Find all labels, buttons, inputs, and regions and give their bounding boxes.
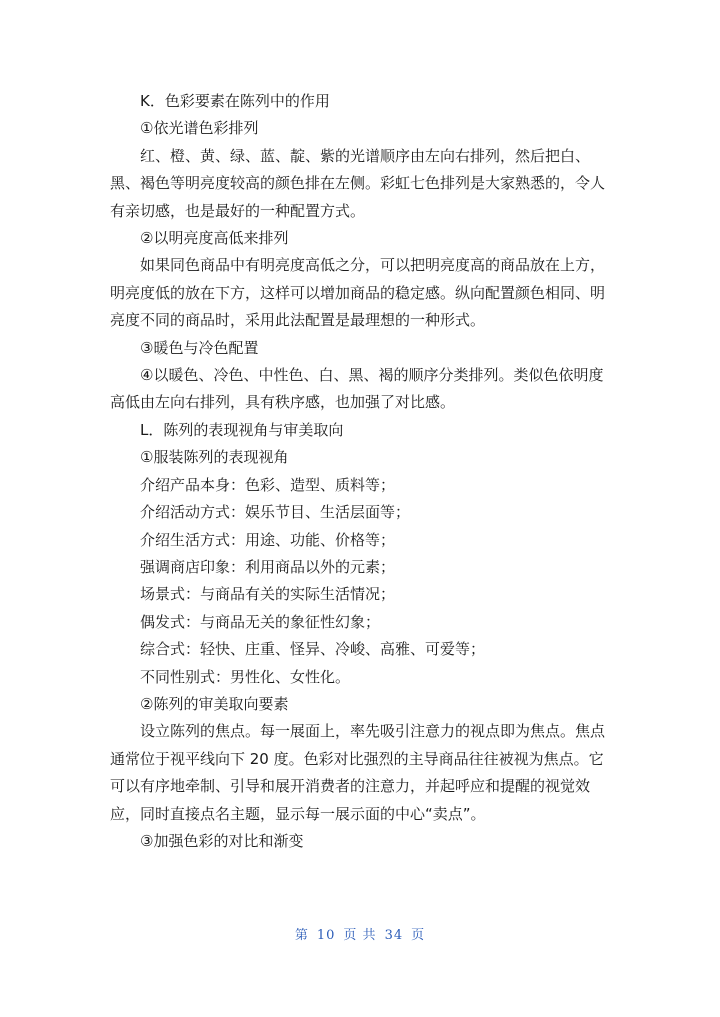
footer-prefix: 第	[294, 928, 309, 943]
paragraph-warm-cool: ④以暖色、冷色、中性色、白、黑、褐的顺序分类排列。类似色依明度高低由左向右排列，具有秩序感，也加强了对比感。	[110, 366, 604, 412]
list-item: 强调商店印象：利用商品以外的元素；	[140, 557, 396, 576]
footer-total-pages: 34	[384, 928, 404, 943]
list-item: 介绍活动方式：娱乐节目、生活层面等；	[140, 503, 411, 522]
subheading-brightness: ②以明亮度高低来排列	[140, 229, 289, 248]
list-item: 场景式：与商品有关的实际生活情况；	[140, 585, 396, 604]
footer-middle: 页 共	[343, 928, 377, 943]
list-item: 介绍产品本身：色彩、造型、质料等；	[140, 475, 396, 494]
subheading-aesthetic: ②陈列的审美取向要素	[140, 694, 289, 713]
subheading-contrast: ③加强色彩的对比和渐变	[140, 831, 304, 850]
footer-current-page: 10	[316, 928, 336, 943]
list-item: 综合式：轻快、庄重、怪异、冷峻、高雅、可爱等；	[140, 640, 486, 659]
subheading-perspective: ①服装陈列的表现视角	[140, 448, 289, 467]
list-item: 不同性别式：男性化、女性化。	[140, 667, 351, 686]
paragraph-spectrum: 红、橙、黄、绿、蓝、靛、紫的光谱顺序由左向右排列，然后把白、黑、褐色等明亮度较高的颜色排在左侧。彩虹七色排列是大家熟悉的，令人有亲切感，也是最好的一种配置方式。	[110, 146, 606, 220]
list-item: 介绍生活方式：用途、功能、价格等；	[140, 530, 396, 549]
section-heading-l: L．陈列的表现视角与审美取向	[140, 420, 344, 439]
document-body	[110, 88, 610, 855]
paragraph-focus: 设立陈列的焦点。每一展面上，率先吸引注意力的视点即为焦点。焦点通常位于视平线向下 20 度。色彩对比强烈的主导商品往往被视为焦点。它可以有序地牵制、引导和展开消费者的注意力，并起呼应和提醒的视觉效应，同时直接点名主题，显示每一展示面的中心“卖点”。	[110, 722, 606, 823]
subheading-warm-cool: ③暖色与冷色配置	[140, 338, 259, 357]
footer-suffix: 页	[411, 928, 426, 943]
subheading-spectrum: ①依光谱色彩排列	[140, 119, 259, 138]
paragraph-brightness: 如果同色商品中有明亮度高低之分，可以把明亮度高的商品放在上方，明亮度低的放在下方，这样可以增加商品的稳定感。纵向配置颜色相同、明亮度不同的商品时，采用此法配置是最理想的一种形式。	[110, 256, 606, 330]
section-heading-k: K．色彩要素在陈列中的作用	[140, 92, 330, 110]
list-item: 偶发式：与商品无关的象征性幻象；	[140, 612, 381, 631]
page-footer	[0, 924, 720, 943]
